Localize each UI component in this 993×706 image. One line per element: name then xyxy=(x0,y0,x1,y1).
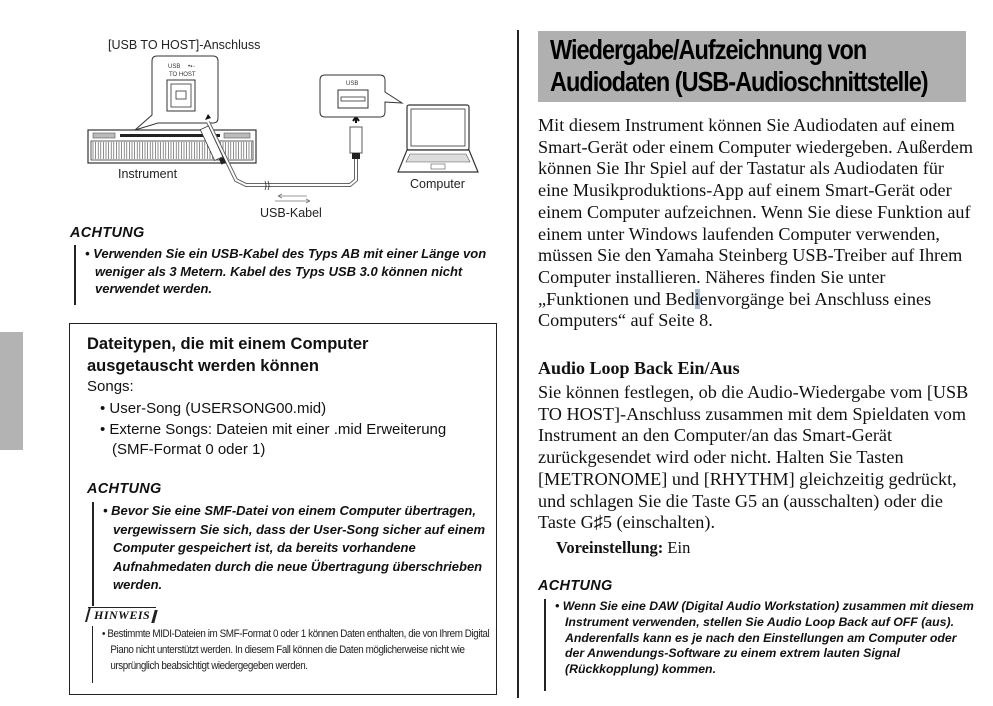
caution-text: • Wenn Sie eine DAW (Digital Audio Workstation) zusammen mit diesem Instrument verwenden, stellen Sie Audio Loop Back auf OFF (aus). Anderenfalls kann es je nach den Einstellungen am Computer oder der Anwendungs-Software zu einem extrem lauten Signal (Rückkopplung) kommen. xyxy=(555,599,974,677)
usb-to-host-port-callout xyxy=(135,56,218,130)
file-types-title: Dateitypen, die mit einem Computer ausgetauscht werden können xyxy=(87,335,369,375)
port-text-usb: USB xyxy=(168,64,181,70)
caution-block xyxy=(544,599,975,691)
list-item: • Externe Songs: Dateien mit einer .mid Erweiterung (SMF-Format 0 oder 1) xyxy=(100,420,447,458)
section-title-line-1: Wiedergabe/Aufzeichnung von xyxy=(550,34,867,65)
computer-usb-port-callout xyxy=(320,75,402,117)
instrument-label: Instrument xyxy=(118,167,178,181)
port-label: [USB TO HOST]-Anschluss xyxy=(108,38,261,52)
column-divider xyxy=(517,30,519,698)
note-tag: HINWEIS xyxy=(88,607,156,623)
file-types-box xyxy=(69,323,497,695)
default-label: Voreinstellung: xyxy=(556,538,664,557)
laptop-icon xyxy=(398,105,478,172)
loop-back-paragraph: Sie können festlegen, ob die Audio-Wiedergabe vom [USB TO HOST]-Anschluss zusammen mit dem Spieldaten vom Instrument an den Computer/an das Smart-Gerät zurückgesendet wird oder nicht. Halten Sie Tasten [METRONOME] und [RHYTHM] gleichzeitig gedrückt, und schlagen Sie die Taste G5 an (ausschalten) oder die Taste G♯5 (einschalten). xyxy=(538,382,969,533)
default-setting xyxy=(556,538,690,558)
text-selection-highlight[interactable]: i xyxy=(694,288,700,309)
caution-heading: ACHTUNG xyxy=(87,481,162,497)
caution-text: • Bevor Sie eine SMF-Datei von einem Computer übertragen, vergewissern Sie sich, dass der User-Song sicher auf einem Computer gespeichert ist, da bereits vorhandene Aufnahmedaten durch die neue Übertragung überschrieben werden. xyxy=(103,503,486,592)
cable-label: USB-Kabel xyxy=(260,206,322,220)
default-value: Ein xyxy=(667,538,691,557)
section-title-band xyxy=(538,31,966,102)
intro-paragraph[interactable] xyxy=(538,115,978,332)
note-block xyxy=(92,626,502,683)
port-text-to-host: TO HOST xyxy=(169,72,196,78)
diagram-illustration xyxy=(60,30,500,225)
list-item: • User-Song (USERSONG00.mid) xyxy=(100,400,327,417)
caution-heading: ACHTUNG xyxy=(70,225,145,241)
intro-text-continued: envorgänge bei Anschluss eines Computers“ auf Seite 8. xyxy=(538,288,932,331)
svg-text:•⇠: •⇠ xyxy=(188,64,196,70)
caution-heading: ACHTUNG xyxy=(538,578,613,594)
caution-block xyxy=(92,502,498,606)
computer-port-text: USB xyxy=(346,81,359,87)
note-text: • Bestimmte MIDI-Dateien im SMF-Format 0 oder 1 können Daten enthalten, die von Ihrem Digital Piano nicht unterstützt werden. In diesem Fall können die Daten möglicherweise nicht wie ursprünglich beabsichtigt wiedergegeben werden. xyxy=(102,628,490,672)
caution-text: • Verwenden Sie ein USB-Kabel des Typs AB mit einer Länge von weniger als 3 Metern. Kabel des Typs USB 3.0 können nicht verwendet werden. xyxy=(85,246,487,296)
piano-icon xyxy=(88,130,256,163)
computer-label: Computer xyxy=(410,177,465,191)
usb-connection-diagram xyxy=(60,30,500,225)
subheading-audio-loop-back: Audio Loop Back Ein/Aus xyxy=(538,358,740,378)
usb-cable xyxy=(200,117,362,190)
chapter-tab-marker xyxy=(0,332,23,450)
section-title-line-2: Audiodaten (USB-Audioschnittstelle) xyxy=(550,66,928,97)
bidirectional-arrow-icon xyxy=(275,194,310,203)
songs-label: Songs: xyxy=(87,378,134,395)
intro-text: Mit diesem Instrument können Sie Audiodaten auf einem Smart-Gerät oder einem Computer wiedergeben. Außerdem können Sie Ihr Spiel auf der Tastatur als Audiodaten für eine Musikproduktions-App auf einem Smart-Gerät oder einem Computer aufzeichnen. Wenn Sie diese Funktion auf einem unter Windows laufenden Computer verwenden, müssen Sie den Yamaha Steinberg USB-Treiber auf Ihrem Computer installieren. Näheres finden Sie unter „Funktionen und Bed xyxy=(538,115,974,309)
song-type-list xyxy=(100,399,480,461)
caution-block xyxy=(74,245,515,305)
section-title xyxy=(550,34,928,98)
